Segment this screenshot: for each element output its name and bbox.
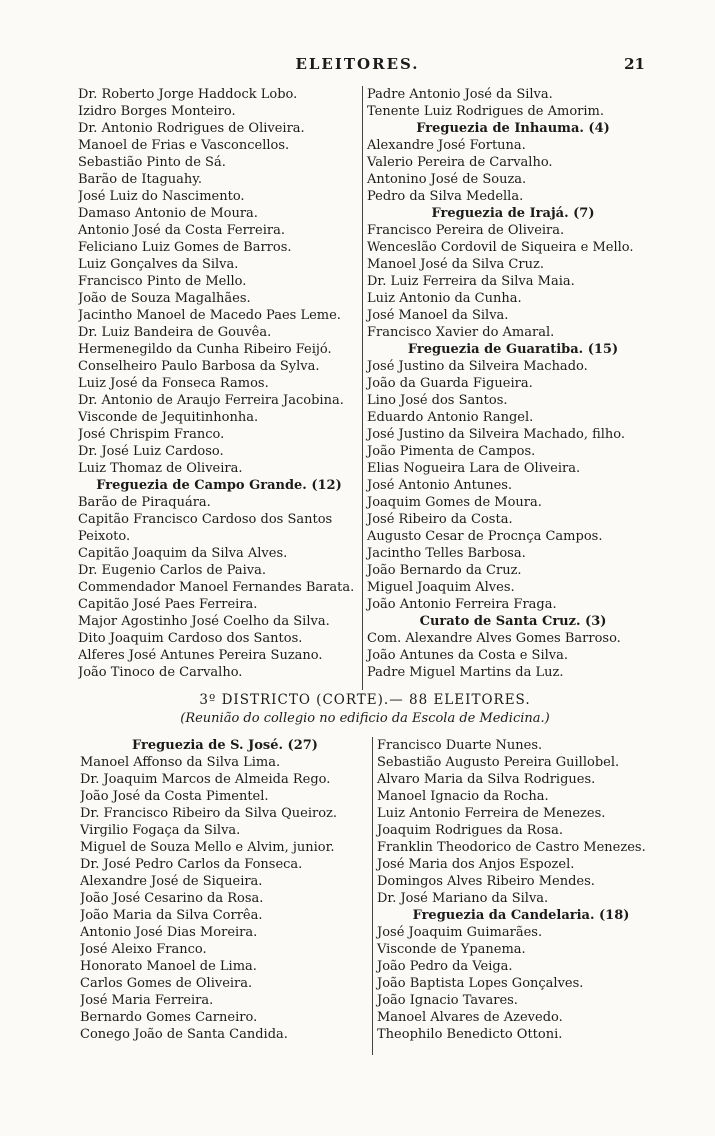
elector-name: Alexandre José de Siqueira. (80, 874, 263, 889)
elector-name: Lino José dos Santos. (367, 393, 508, 408)
elector-name: José Antonio Antunes. (367, 478, 513, 493)
elector-name: João Tinoco de Carvalho. (78, 665, 243, 680)
elector-name: Dito Joaquim Cardoso dos Santos. (78, 631, 303, 646)
elector-name: Manoel Affonso da Silva Lima. (80, 755, 281, 770)
elector-name: João Pimenta de Campos. (367, 444, 536, 459)
elector-name: José Justino da Silveira Machado. (367, 359, 588, 374)
elector-name: Luiz Thomaz de Oliveira. (78, 461, 243, 476)
district-title: 3º DISTRICTO (CORTE).— 88 ELEITORES. (199, 692, 531, 708)
elector-name: Hermenegildo da Cunha Ribeiro Feijó. (78, 342, 332, 357)
parish-heading: Freguezia de S. José. (27) (132, 738, 318, 753)
elector-name: João José Cesarino da Rosa. (80, 891, 264, 906)
elector-name: José Justino da Silveira Machado, filho. (367, 427, 626, 442)
elector-name: Francisco Pinto de Mello. (78, 274, 247, 289)
elector-name: Theophilo Benedicto Ottoni. (377, 1027, 563, 1042)
elector-name: José Manoel da Silva. (367, 308, 509, 323)
elector-name: Major Agostinho José Coelho da Silva. (78, 614, 330, 629)
elector-name: Francisco Pereira de Oliveira. (367, 223, 565, 238)
elector-name: João de Souza Magalhães. (78, 291, 251, 306)
elector-name: Dr. José Luiz Cardoso. (78, 444, 224, 459)
parish-heading: Freguezia de Guaratiba. (15) (407, 342, 619, 357)
elector-name: João Pedro da Veiga. (377, 959, 513, 974)
elector-name: Dr. Luiz Ferreira da Silva Maia. (367, 274, 575, 289)
district-subtitle: (Reunião do collegio no edificio da Escola de Medicina.) (180, 711, 550, 726)
elector-name: Manoel de Frias e Vasconcellos. (78, 138, 290, 153)
elector-name: José Chrispim Franco. (78, 427, 225, 442)
page-header (0, 55, 715, 79)
elector-name: João Ignacio Tavares. (377, 993, 518, 1008)
elector-name: Joaquim Rodrigues da Rosa. (377, 823, 563, 838)
elector-name: Conego João de Santa Candida. (80, 1027, 288, 1042)
elector-name: Luiz Gonçalves da Silva. (78, 257, 239, 272)
elector-name: Elias Nogueira Lara de Oliveira. (367, 461, 581, 476)
elector-name: Jacintho Telles Barbosa. (367, 546, 526, 561)
elector-name: Miguel Joaquim Alves. (367, 580, 515, 595)
parish-heading: Freguezia de Irajá. (7) (431, 206, 595, 221)
elector-name: Augusto Cesar de Procnça Campos. (367, 529, 603, 544)
elector-name: Peixoto. (78, 529, 131, 544)
elector-name: Domingos Alves Ribeiro Mendes. (377, 874, 595, 889)
elector-name: Luiz Antonio da Cunha. (367, 291, 522, 306)
elector-name: Franklin Theodorico de Castro Menezes. (377, 840, 646, 855)
elector-name: José Aleixo Franco. (80, 942, 207, 957)
elector-name: Izidro Borges Monteiro. (78, 104, 236, 119)
elector-name: Jacintho Manoel de Macedo Paes Leme. (78, 308, 341, 323)
right-column-bottom (372, 737, 665, 1055)
left-column-top (78, 86, 360, 681)
elector-name: José Maria Ferreira. (80, 993, 214, 1008)
elector-name: Pedro da Silva Medella. (367, 189, 524, 204)
elector-name: Manoel José da Silva Cruz. (367, 257, 544, 272)
elector-name: João Antonio Ferreira Fraga. (367, 597, 557, 612)
elector-name: Sebastião Augusto Pereira Guillobel. (377, 755, 620, 770)
page-title: ELEITORES. (295, 55, 420, 73)
elector-name: Dr. Antonio Rodrigues de Oliveira. (78, 121, 305, 136)
elector-name: Luiz José da Fonseca Ramos. (78, 376, 269, 391)
elector-name: Manoel Alvares de Azevedo. (377, 1010, 563, 1025)
elector-name: Visconde de Jequitinhonha. (78, 410, 259, 425)
elector-name: Alvaro Maria da Silva Rodrigues. (377, 772, 596, 787)
elector-name: Com. Alexandre Alves Gomes Barroso. (367, 631, 621, 646)
elector-name: Alexandre José Fortuna. (367, 138, 526, 153)
elector-name: José Maria dos Anjos Espozel. (377, 857, 575, 872)
elector-name: Conselheiro Paulo Barbosa da Sylva. (78, 359, 320, 374)
elector-name: João José da Costa Pimentel. (80, 789, 269, 804)
elector-name: José Luiz do Nascimento. (78, 189, 245, 204)
elector-name: Damaso Antonio de Moura. (78, 206, 258, 221)
elector-name: Dr. José Pedro Carlos da Fonseca. (80, 857, 303, 872)
elector-name: Eduardo Antonio Rangel. (367, 410, 534, 425)
elector-name: Dr. Francisco Ribeiro da Silva Queiroz. (80, 806, 338, 821)
elector-name: Antonino José de Souza. (367, 172, 527, 187)
elector-name: Bernardo Gomes Carneiro. (80, 1010, 258, 1025)
elector-name: Luiz Antonio Ferreira de Menezes. (377, 806, 606, 821)
elector-name: Barão de Piraquára. (78, 495, 211, 510)
elector-name: Alferes José Antunes Pereira Suzano. (78, 648, 323, 663)
right-column-top (362, 86, 659, 690)
elector-name: Antonio José Dias Moreira. (80, 925, 258, 940)
elector-name: Carlos Gomes de Oliveira. (80, 976, 253, 991)
elector-name: Visconde de Ypanema. (377, 942, 526, 957)
elector-name: Miguel de Souza Mello e Alvim, junior. (80, 840, 335, 855)
parish-heading: Freguezia da Candelaria. (18) (412, 908, 630, 923)
elector-name: Capitão Francisco Cardoso dos Santos (78, 512, 333, 527)
left-column-bottom (80, 737, 370, 1043)
elector-name: João Bernardo da Cruz. (367, 563, 522, 578)
elector-name: Francisco Xavier do Amaral. (367, 325, 555, 340)
elector-name: Padre Miguel Martins da Luz. (367, 665, 564, 680)
elector-name: Capitão José Paes Ferreira. (78, 597, 258, 612)
parish-heading: Freguezia de Inhauma. (4) (416, 121, 610, 136)
elector-name: João da Guarda Figueira. (367, 376, 533, 391)
elector-name: Padre Antonio José da Silva. (367, 87, 553, 102)
elector-name: Manoel Ignacio da Rocha. (377, 789, 549, 804)
parish-heading: Curato de Santa Cruz. (3) (419, 614, 607, 629)
elector-name: Dr. Luiz Bandeira de Gouvêa. (78, 325, 272, 340)
elector-name: Dr. José Mariano da Silva. (377, 891, 549, 906)
elector-name: Sebastião Pinto de Sá. (78, 155, 226, 170)
elector-name: Commendador Manoel Fernandes Barata. (78, 580, 355, 595)
elector-name: José Ribeiro da Costa. (367, 512, 513, 527)
elector-name: João Baptista Lopes Gonçalves. (377, 976, 584, 991)
elector-name: Tenente Luiz Rodrigues de Amorim. (367, 104, 605, 119)
elector-name: Dr. Eugenio Carlos de Paiva. (78, 563, 266, 578)
elector-name: João Maria da Silva Corrêa. (80, 908, 263, 923)
elector-name: Antonio José da Costa Ferreira. (78, 223, 285, 238)
elector-name: Feliciano Luiz Gomes de Barros. (78, 240, 292, 255)
elector-name: José Joaquim Guimarães. (377, 925, 543, 940)
elector-name: Valerio Pereira de Carvalho. (367, 155, 553, 170)
page-number: 21 (624, 55, 645, 73)
elector-name: Wenceslão Cordovil de Siqueira e Mello. (367, 240, 634, 255)
elector-name: Dr. Antonio de Araujo Ferreira Jacobina. (78, 393, 344, 408)
elector-name: Virgilio Fogaça da Silva. (80, 823, 241, 838)
elector-name: Joaquim Gomes de Moura. (367, 495, 542, 510)
elector-name: Dr. Roberto Jorge Haddock Lobo. (78, 87, 298, 102)
parish-heading: Freguezia de Campo Grande. (12) (96, 478, 342, 493)
elector-name: João Antunes da Costa e Silva. (367, 648, 569, 663)
elector-name: Barão de Itaguahy. (78, 172, 203, 187)
elector-name: Honorato Manoel de Lima. (80, 959, 257, 974)
elector-name: Francisco Duarte Nunes. (377, 738, 543, 753)
elector-name: Dr. Joaquim Marcos de Almeida Rego. (80, 772, 331, 787)
elector-name: Capitão Joaquim da Silva Alves. (78, 546, 288, 561)
